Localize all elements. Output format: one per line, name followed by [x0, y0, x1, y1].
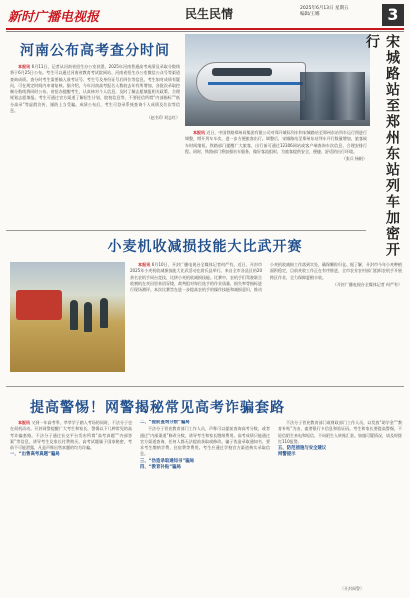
story4-headline: 提高警惕！网警揭秘常见高考诈骗套路 [30, 400, 285, 416]
subhead: 三、“伪造录取通知书”骗局 [140, 458, 195, 464]
story4-col-mid [140, 420, 270, 590]
story4-byline: 本报讯 [18, 420, 31, 425]
passengers [300, 72, 365, 120]
issue-date [300, 6, 348, 18]
masthead-rule-thin [6, 31, 404, 32]
story4-text-right: 不法分子冒充教育部门或财政部门工作人员，以发放“助学金”“教育补贴”为由，索要银行卡信息和验证码。考生和家长要提高警惕，不轻信陌生来电和短信，不向陌生人转账汇款。如遇可疑情况，请及时拨打110报警。 [278, 420, 402, 444]
story4-credit: （开封网警） [340, 586, 364, 591]
subhead: 五、防范措施与安全建议 [278, 446, 327, 452]
page-number: 3 [382, 4, 404, 26]
train-window [212, 68, 272, 76]
newspaper-logo: 新时广播电视报 [8, 10, 100, 25]
story4-col-right [278, 420, 402, 584]
story2-byline: 本报讯 [193, 130, 206, 135]
person-figure [84, 302, 92, 332]
story2-text: 近日，中国铁路郑州局集团有限公司对郑开城际列车和宋城路站至郑州东站列车运行图进行调整，增开列车车次，进一步方便旅客出行。调整后，宋城路站至郑州东站列车开行数量增加，旅客候车时间缩短。铁路部门提醒广大旅客，出行前可通过12306网站或客户端查询车次信息，合理安排行程。同时，铁路部门将加强站车服务，做好客流组织，为旅客提供安全、便捷、舒适的出行环境。 [185, 130, 367, 154]
story1-text: 6月11日，记者从河南省招生办公室获悉，2025年河南普通高考成绩及录取分数线将于6月25日公布。考生可以通过河南省教育考试院网站、河南省招生办公室微信公众号等渠道查询成绩。查分时考生需要输入准考证号、考生号及身份证号后四位等信息。考生如对成绩有疑问，可在规定时间内申请复核。据介绍，今年河南高考报名人数较去年有所增加，各批次录取控制分数线将同时公布。省招办提醒考生，认真核对个人信息，及时了解志愿填报相关政策，合理规划志愿填报。考生可通过官方渠道了解招生计划、院校信息等，不要轻信所谓“内部指标”“低分高录”等虚假宣传，谨防上当受骗。成绩公布后，考生可登录系统查询个人成绩及位次等信息。 [10, 64, 180, 114]
story2-credit: （张兵 杨帆） [341, 156, 367, 162]
story3-byline: 本报讯 [138, 262, 151, 267]
story2-body [185, 130, 367, 226]
section-title: 民生民情 [185, 7, 234, 21]
story3-text: 6月10日，开封广播电视台全媒体记者何严有。近日，开封市2025年小麦机收减损技能大比武活动在尉氏县举行。来自全市各县区的20余名农机手同台竞技，比拼小麦机收减损技能。比赛中，农机手们驾驶联合收割机在麦田里来回穿梭，裁判组对每位选手的作业质量、损失率等指标进行现场测评。本次比赛旨在进一步提高农机手的操作技能和减损意识，推动小麦机收减损工作落到实处，确保颗粒归仓。据了解，开封市今年小麦种植面积稳定，目前麦收工作正在有序推进，全市农业农村部门组织农机手开展跨区作业，全力保障夏粮丰收。 [130, 262, 402, 293]
story1-body [10, 64, 180, 226]
story3-body [130, 262, 402, 378]
person-figure [70, 300, 78, 330]
combine-harvester [16, 290, 62, 320]
subhead: 四、“教育补贴”骗局 [140, 465, 181, 471]
story1-byline: 本报讯 [18, 64, 31, 69]
story4-text-mid: 不法分子冒充教育部门工作人员，声称可以提前查询高考分数，或者通过“内部渠道”修改分数，诱导考生和家长缴纳费用。高考成绩只能通过官方渠道查询，任何人都无法提前获取或修改。骗子伪造录取通知书，要求考生缴纳学费、住宿费等费用。考生应通过学校官方渠道核实录取信息。 [140, 426, 270, 457]
story1-headline: 河南公布高考查分时间 [20, 43, 170, 59]
section-divider [6, 386, 404, 387]
date-line: 2025年6月13日 星期五 [300, 6, 349, 11]
editor-line: 编辑/王娜 [300, 12, 320, 17]
subhead: 二、“提前查询分数”骗局 [140, 420, 190, 425]
story4-text-left: 又到一年高考季，莘莘学子踏入考场的同时，不法分子也在伺机而动。开封网警提醒广大考生和家长，警惕以下几种常见的高考诈骗套路。不法分子通过社交平台发布所谓“高考真题”“内部答案”等信息，诱导考生及家长付费购买。高考试题属于国家秘密，考前不可能泄露，凡是声称出售真题的均为诈骗。 [10, 420, 132, 451]
story4-col-left [10, 420, 132, 590]
story1-credit: （赵书印 刘志红） [146, 115, 180, 121]
person-figure [100, 298, 108, 328]
story3-headline: 小麦机收减损技能大比武开赛 [107, 239, 303, 255]
subhead: 一、“出售高考真题”骗局 [10, 452, 60, 458]
section-divider [6, 230, 366, 231]
subhead: 网警提示 [278, 452, 296, 458]
story3-caption: （开封广播电视台全媒体记者 何严有） [332, 281, 402, 287]
story2-headline: 宋城路站至郑州东站列车加密开行 [364, 34, 400, 258]
masthead-rule [6, 28, 404, 30]
train-stripe [208, 82, 303, 85]
